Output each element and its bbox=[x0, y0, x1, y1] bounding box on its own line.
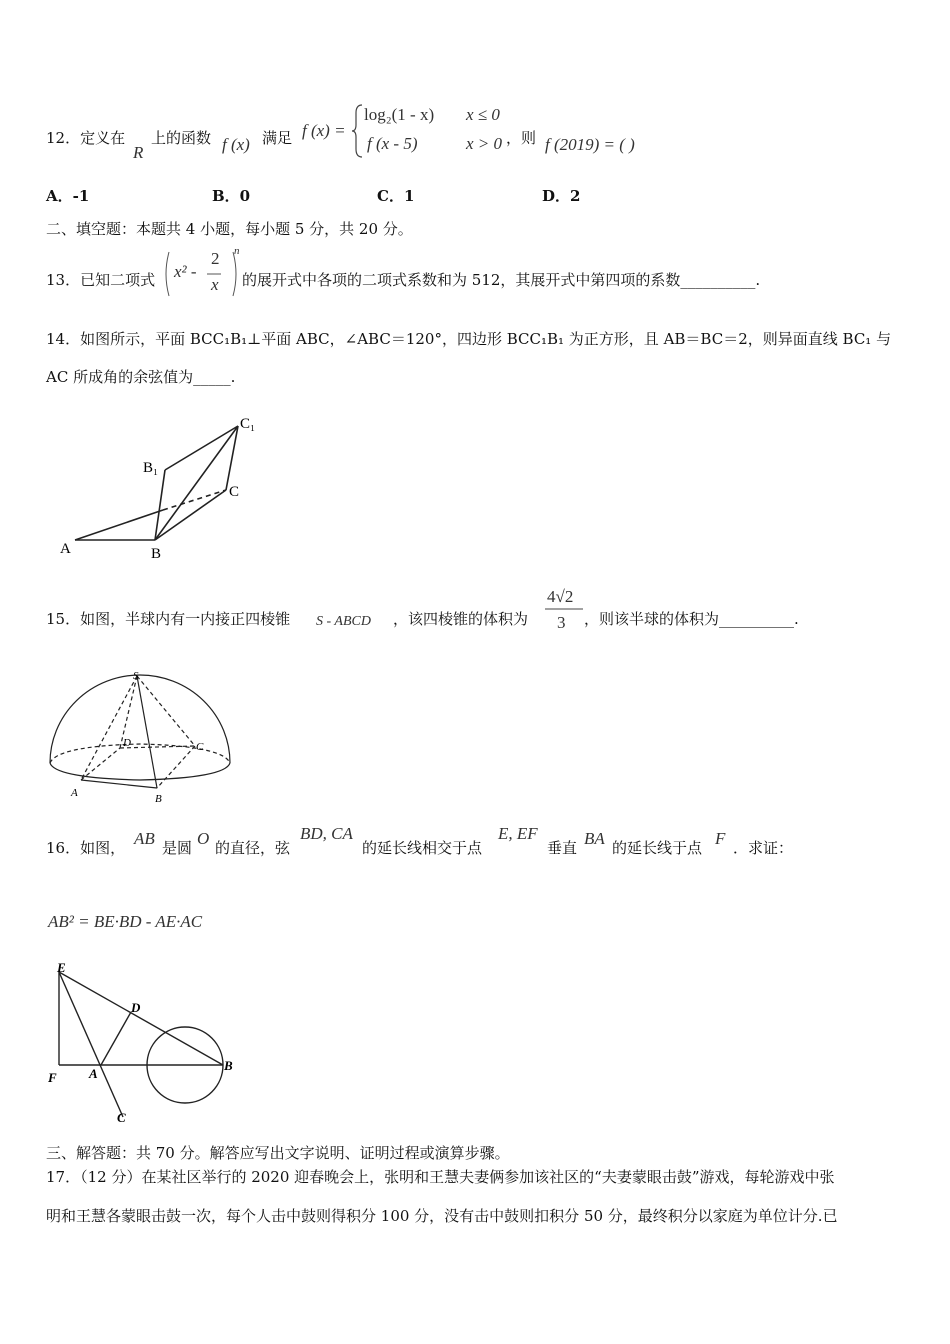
q14-label-c1: C₁ bbox=[240, 416, 256, 432]
q12-option-c: C．1 bbox=[377, 187, 415, 205]
q15-label-s: S bbox=[133, 670, 139, 682]
q15-figure bbox=[45, 668, 235, 808]
q14-line2: AC 所成角的余弦值为_____. bbox=[46, 368, 236, 386]
q12-fx-def: f (x) = bbox=[302, 121, 346, 140]
q15-label-c: C bbox=[196, 741, 204, 753]
q13-power: n bbox=[234, 245, 240, 257]
q16-label-f: F bbox=[48, 1070, 57, 1085]
q12-case2: f (x - 5) bbox=[367, 134, 418, 153]
q15-stem: 15．如图，半球内有一内接正四棱锥 bbox=[46, 610, 291, 628]
q16-BD-CA: BD, CA bbox=[300, 824, 353, 843]
q14-label-b1: B₁ bbox=[143, 460, 159, 476]
q15-vol-den: 3 bbox=[557, 613, 566, 632]
q16-AB: AB bbox=[134, 829, 155, 848]
q16-F: F bbox=[715, 829, 726, 848]
q15-label-d: D bbox=[123, 737, 131, 749]
q16-label-e: E bbox=[57, 960, 66, 975]
q13-stem: 13．已知二项式 bbox=[46, 271, 156, 289]
q12-case1: log₂(1 - x) bbox=[364, 105, 435, 124]
q17-line2: 明和王慧各蒙眼击鼓一次，每个人击中鼓则得积分 100 分，没有击中鼓则扣积分 50 分，最终积分以家庭为单位计分.已 bbox=[46, 1207, 838, 1225]
q15-pyramid: S - ABCD bbox=[316, 614, 371, 629]
q16-label-a: A bbox=[89, 1066, 98, 1081]
q15-text1: ，该四棱锥的体积为 bbox=[393, 610, 529, 628]
q15-label-a: A bbox=[71, 787, 78, 799]
q12-R: R bbox=[133, 143, 144, 162]
q14-label-a: A bbox=[60, 541, 71, 557]
q16-formula: AB² = BE·BD - AE·AC bbox=[48, 912, 203, 931]
q15-text2: ，则该半球的体积为__________. bbox=[584, 610, 799, 628]
q13-text: 的展开式中各项的二项式系数和为 512，其展开式中第四项的系数__________. bbox=[242, 271, 761, 289]
q14-label-c: C bbox=[229, 484, 240, 500]
q16-label-b: B bbox=[224, 1058, 233, 1073]
q16-text6: ．求证： bbox=[733, 839, 794, 857]
q13-frac-den: x bbox=[211, 275, 219, 294]
q15-frac-bar bbox=[545, 607, 585, 611]
q16-text5: 的延长线于点 bbox=[612, 839, 703, 857]
left-brace-icon bbox=[350, 103, 364, 159]
q14-figure bbox=[55, 410, 275, 565]
q12-cond1: x ≤ 0 bbox=[466, 105, 500, 124]
q12-fx: f (x) bbox=[222, 135, 250, 154]
q12-text3: ，则 bbox=[506, 129, 537, 147]
q15-label-b: B bbox=[155, 793, 162, 805]
q13-frac-num: 2 bbox=[211, 249, 220, 268]
q16-text2: 的直径，弦 bbox=[215, 839, 291, 857]
q12-stem: 12．定义在 bbox=[46, 129, 126, 147]
q12-f2019: f (2019) = ( ) bbox=[545, 135, 635, 154]
q12-option-a: A．-1 bbox=[46, 187, 90, 205]
q13-x-squared: x² - bbox=[174, 262, 197, 281]
q12-option-d: D．2 bbox=[542, 187, 581, 205]
q16-BA: BA bbox=[584, 829, 605, 848]
q16-O: O bbox=[197, 829, 210, 848]
q12-text1: 上的函数 bbox=[151, 129, 212, 147]
q14-label-b: B bbox=[151, 546, 162, 562]
q14-line1: 14．如图所示，平面 BCC₁B₁⊥平面 ABC，∠ABC＝120°，四边形 BCC₁B₁ 为正方形，且 AB＝BC＝2，则异面直线 BC₁ 与 bbox=[46, 330, 892, 348]
q16-text1: 是圆 bbox=[162, 839, 193, 857]
section-heading-answer: 三、解答题：共 70 分。解答应写出文字说明、证明过程或演算步骤。 bbox=[46, 1144, 510, 1162]
q12-cond2: x > 0 bbox=[466, 134, 503, 153]
q16-label-d: D bbox=[131, 1000, 141, 1015]
q12-text2: 满足 bbox=[262, 129, 293, 147]
q16-label-c: C bbox=[117, 1110, 126, 1125]
q16-text4: 垂直 bbox=[547, 839, 578, 857]
q16-figure bbox=[45, 960, 245, 1130]
q17-line1: 17．（12 分）在某社区举行的 2020 迎春晚会上，张明和王慧夫妻俩参加该社区的“夫妻蒙眼击鼓”游戏，每轮游戏中张 bbox=[46, 1168, 835, 1186]
q12-option-b: B．0 bbox=[212, 187, 251, 205]
q16-text3: 的延长线相交于点 bbox=[362, 839, 483, 857]
q15-vol-num: 4√2 bbox=[547, 587, 574, 606]
section-heading-fill-in: 二、填空题：本题共 4 小题，每小题 5 分，共 20 分。 bbox=[46, 220, 413, 238]
q16-stem: 16．如图， bbox=[46, 839, 126, 857]
q16-E-EF: E, EF bbox=[498, 824, 538, 843]
